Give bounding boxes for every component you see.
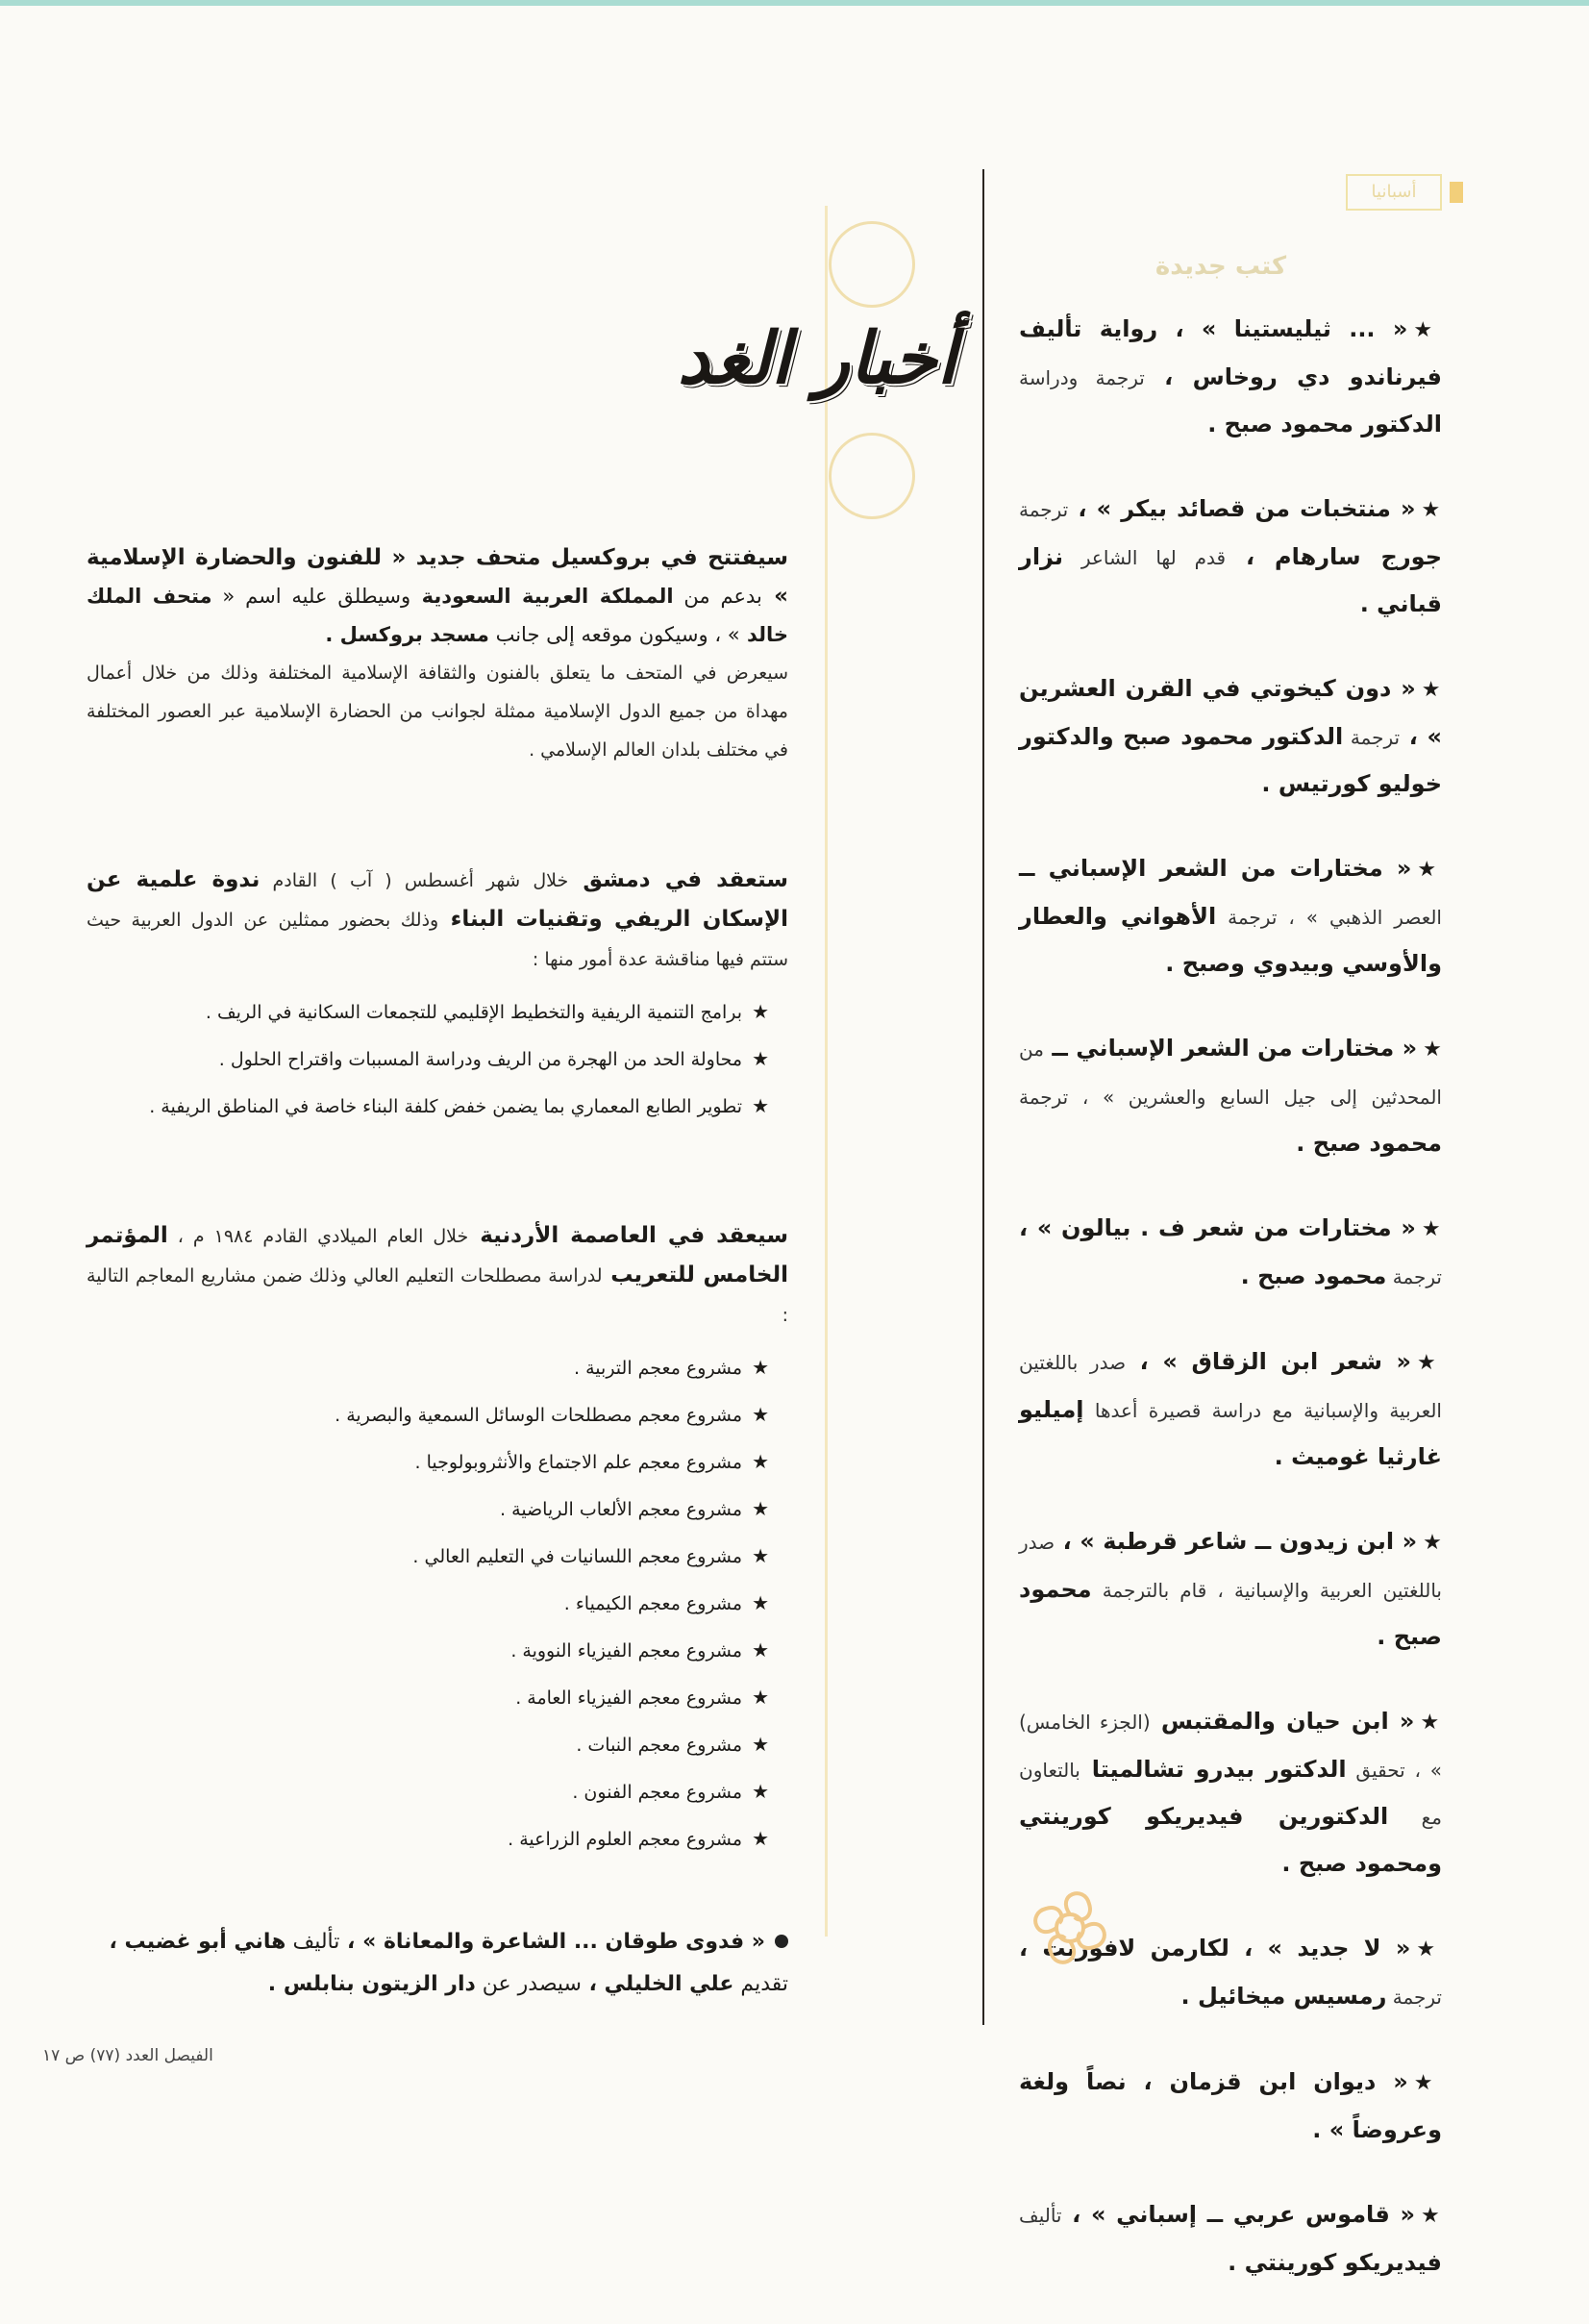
footer-news-note bbox=[87, 1921, 788, 2006]
news-bold: ندوة علمية عن الإسكان الريفي وتقنيات البناء bbox=[87, 867, 788, 932]
book-item bbox=[1019, 665, 1442, 807]
bullet-item bbox=[87, 1036, 788, 1083]
bullet-text: برامج التنمية الريفية والتخطيط الإقليمي للتجمعات السكانية في الريف . bbox=[205, 1002, 743, 1023]
news-text: خلال شهر أغسطس ( آب ) القادم bbox=[260, 870, 569, 891]
bullet-text: تطوير الطابع المعماري بما يضمن خفض كلفة البناء خاصة في المناطق الريفية . bbox=[149, 1096, 743, 1117]
star-bullet-icon: ★ bbox=[752, 1686, 769, 1709]
news-text: بدعم من bbox=[673, 585, 762, 608]
book-item bbox=[1019, 2059, 1442, 2153]
news-lead: سيعقد في العاصمة الأردنية bbox=[468, 1223, 788, 1248]
book-title-text: رمسيس ميخائيل . bbox=[1180, 1983, 1387, 2010]
bullet-text: مشروع معجم مصطلحات الوسائل السمعية والبصرية . bbox=[335, 1405, 743, 1426]
bullet-item bbox=[87, 1674, 788, 1721]
bullet-item bbox=[87, 1721, 788, 1768]
bullet-item bbox=[87, 1486, 788, 1533]
news-bold: متحف الملك خالد bbox=[87, 585, 788, 646]
book-desc-text: صدر باللغتين العربية والإسبانية مع دراسة قصيرة أعدها bbox=[1019, 1351, 1442, 1422]
top-rule bbox=[0, 0, 1589, 6]
news-bold: المملكة العربية السعودية bbox=[410, 585, 674, 608]
book-title-text: نزار قباني . bbox=[1019, 543, 1442, 617]
star-bullet-icon: ★ bbox=[1420, 2204, 1442, 2228]
star-bullet-icon: ★ bbox=[1421, 498, 1442, 522]
bullet-text: مشروع معجم التربية . bbox=[574, 1358, 743, 1379]
star-bullet-icon: ★ bbox=[1423, 1531, 1442, 1555]
issue-page: العدد (٧٧) ص ١٧ bbox=[42, 2046, 160, 2065]
book-title-text: الدكتورين فيديريكو كورينتي ومحمود صبح . bbox=[1019, 1803, 1442, 1877]
decorative-circle-icon bbox=[829, 433, 915, 519]
note-bold: دار الزيتون بنابلس . bbox=[267, 1972, 476, 1996]
bullet-item bbox=[87, 1533, 788, 1580]
book-title-text: فيديريكو كورينتي . bbox=[1228, 2249, 1442, 2276]
book-title-text: « مختارات من الشعر الإسباني ــ bbox=[1019, 855, 1412, 882]
bullet-item bbox=[87, 988, 788, 1036]
news-text: وذلك بحضور ممثلين عن الدول العربية حيث ستتم فيها مناقشة عدة أمور منها : bbox=[87, 910, 788, 970]
book-item bbox=[1019, 1518, 1442, 1660]
note-bold: « فدوى طوقان ... الشاعرة والمعاناة » ، bbox=[339, 1930, 765, 1954]
book-desc-text: ترجمة bbox=[1386, 1265, 1442, 1288]
book-title-text: إميليو غارثيا غوميث . bbox=[1019, 1396, 1442, 1470]
book-title-text: « ابن زيدون ــ شاعر قرطبة » ، bbox=[1055, 1528, 1418, 1555]
book-title-text: الدكتور بيدرو تشالميتا bbox=[1080, 1756, 1347, 1783]
star-bullet-icon: ★ bbox=[1416, 1937, 1442, 1962]
book-desc-text: ترجمة ودراسة bbox=[1019, 366, 1145, 389]
star-bullet-icon: ★ bbox=[752, 1497, 769, 1520]
star-bullet-icon: ★ bbox=[752, 1827, 769, 1850]
bullet-list bbox=[87, 988, 788, 1130]
bullet-item bbox=[87, 1438, 788, 1486]
book-desc-text: (الجزء الخامس) » ، تحقيق bbox=[1019, 1711, 1443, 1782]
new-books-title: كتب جديدة bbox=[1155, 252, 1287, 281]
star-bullet-icon: ★ bbox=[1417, 1351, 1442, 1375]
bullet-item bbox=[87, 1627, 788, 1674]
book-title-text: « قاموس عربي ــ إسباني » ، bbox=[1061, 2201, 1415, 2228]
book-item bbox=[1019, 1025, 1442, 1166]
book-title-text: محمود صبح . bbox=[1296, 1130, 1442, 1157]
news-item-museum bbox=[87, 538, 788, 769]
bullet-text: مشروع معجم اللسانيات في التعليم العالي . bbox=[412, 1546, 743, 1567]
book-list bbox=[1019, 306, 1442, 2324]
bullet-text: مشروع معجم الفنون . bbox=[572, 1782, 743, 1803]
book-item bbox=[1019, 1205, 1442, 1300]
book-title-text: « ... ثيليستينا » ، رواية تأليف فيرناندو دي روخاس ، bbox=[1019, 315, 1442, 390]
book-title-text: « منتخبات من قصائد بيكر » ، bbox=[1068, 495, 1416, 522]
bullet-text: محاولة الحد من الهجرة من الريف ودراسة المسببات واقتراح الحلول . bbox=[218, 1049, 743, 1070]
book-title-text: « شعر ابن الزقاق » ، bbox=[1126, 1348, 1412, 1375]
bullet-list bbox=[87, 1344, 788, 1862]
news-lead: سيفتتح في بروكسيل متحف جديد « للفنون والحضارة الإسلامية » bbox=[87, 545, 788, 609]
news-text: لدراسة مصطلحات التعليم العالي وذلك ضمن مشاريع المعاجم التالية : bbox=[87, 1265, 788, 1326]
decorative-line bbox=[825, 206, 828, 1937]
book-title-text: محمود صبح . bbox=[1240, 1262, 1387, 1289]
book-title-text: محمود صبح . bbox=[1019, 1576, 1442, 1650]
bullet-item bbox=[87, 1768, 788, 1815]
book-item bbox=[1019, 486, 1442, 627]
column-divider bbox=[982, 169, 984, 2025]
star-bullet-icon: ★ bbox=[752, 1403, 769, 1426]
bullet-item bbox=[87, 1344, 788, 1391]
star-bullet-icon: ★ bbox=[1413, 318, 1442, 342]
book-desc-text: ترجمة bbox=[1386, 1986, 1442, 2009]
star-bullet-icon: ★ bbox=[752, 1733, 769, 1756]
section-tag bbox=[1346, 174, 1442, 211]
masthead-title: أخبار الغد bbox=[677, 317, 957, 400]
book-item bbox=[1019, 845, 1442, 987]
news-item-damascus bbox=[87, 861, 788, 1130]
book-desc-text: قدم لها الشاعر bbox=[1062, 546, 1227, 569]
book-title-text: « ابن حيان والمقتبس bbox=[1150, 1708, 1415, 1735]
rosette-ornament-icon bbox=[1017, 1875, 1123, 1981]
book-item bbox=[1019, 306, 1442, 447]
star-bullet-icon: ★ bbox=[752, 1450, 769, 1473]
bullet-text: مشروع معجم الكيمياء . bbox=[563, 1593, 743, 1614]
book-title-text: « مختارات من الشعر الإسباني ــ bbox=[1043, 1035, 1418, 1062]
note-bold: علي الخليلي ، bbox=[581, 1972, 734, 1996]
star-bullet-icon: ★ bbox=[752, 1638, 769, 1662]
bullet-text: مشروع معجم الفيزياء العامة . bbox=[515, 1687, 743, 1709]
book-title-text: الأهواني والعطار والأوسي وبيدوي وصبح . bbox=[1019, 903, 1442, 977]
star-bullet-icon: ★ bbox=[1417, 858, 1442, 882]
book-title-text: « لا جديد » ، لكارمن لافوريت ، bbox=[1019, 1935, 1411, 1962]
magazine-name: الفيصل bbox=[163, 2046, 213, 2065]
book-item bbox=[1019, 1338, 1442, 1480]
book-desc-text: صدر باللغتين العربية والإسبانية ، قام بالترجمة bbox=[1019, 1531, 1442, 1602]
bullet-text: مشروع معجم العلوم الزراعية . bbox=[508, 1829, 743, 1850]
book-desc-text: ترجمة bbox=[1343, 726, 1401, 749]
news-lead: ستعقد في دمشق bbox=[568, 867, 789, 892]
news-paragraph: سيعرض في المتحف ما يتعلق بالفنون والثقافة الإسلامية المختلفة وذلك من خلال أعمال مهداة من جميع الدول الإسلامية ممثلة لجوانب من الحضارة الإسلامية عبر العصور المختلفة في مختلف بلدان العالم الإسلامي . bbox=[87, 662, 788, 761]
section-tag-label: أسبانيا bbox=[1371, 182, 1417, 202]
star-bullet-icon: ★ bbox=[1421, 678, 1442, 702]
bullet-text: مشروع معجم الفيزياء النووية . bbox=[510, 1640, 743, 1662]
book-title-text: « دون كيخوتي في القرن العشرين » ، bbox=[1019, 675, 1442, 750]
section-marker-icon bbox=[1450, 182, 1463, 203]
bullet-item bbox=[87, 1083, 788, 1130]
book-desc-text: ترجمة bbox=[1019, 498, 1069, 521]
star-bullet-icon: ★ bbox=[752, 1544, 769, 1567]
star-bullet-icon: ★ bbox=[752, 1094, 769, 1117]
note-bold: هاني أبو غضيب ، bbox=[109, 1930, 286, 1954]
bullet-text: مشروع معجم النبات . bbox=[576, 1735, 743, 1756]
book-title-text: الدكتور محمود صبح . bbox=[1207, 411, 1442, 437]
bullet-item bbox=[87, 1580, 788, 1627]
news-bold: المؤتمر الخامس للتعريب bbox=[87, 1223, 789, 1287]
star-bullet-icon: ★ bbox=[1421, 1217, 1442, 1241]
bullet-dot-icon bbox=[775, 1935, 788, 1948]
book-desc-text: تأليف bbox=[1019, 2204, 1062, 2227]
decorative-circle-icon bbox=[829, 221, 915, 308]
news-text: وسيطلق عليه اسم « bbox=[211, 585, 411, 608]
book-desc-text: بالتعاون مع bbox=[1019, 1759, 1443, 1829]
note-text: تقديم bbox=[733, 1972, 788, 1996]
star-bullet-icon: ★ bbox=[752, 1780, 769, 1803]
news-bold: مسجد بروكسل . bbox=[325, 623, 489, 646]
bullet-item bbox=[87, 1815, 788, 1862]
book-title-text: « مختارات من شعر ف . بيالون » ، bbox=[1019, 1214, 1416, 1241]
bullet-item bbox=[87, 1391, 788, 1438]
star-bullet-icon: ★ bbox=[752, 1591, 769, 1614]
page-footer bbox=[42, 2046, 213, 2065]
news-text: خلال العام الميلادي القادم ١٩٨٤ م ، bbox=[167, 1226, 469, 1247]
news-item-amman bbox=[87, 1216, 788, 1862]
bullet-text: مشروع معجم الألعاب الرياضية . bbox=[500, 1499, 743, 1520]
star-bullet-icon: ★ bbox=[1420, 1711, 1443, 1735]
star-bullet-icon: ★ bbox=[1423, 1037, 1442, 1062]
book-item bbox=[1019, 1698, 1442, 1887]
star-bullet-icon: ★ bbox=[752, 1356, 769, 1379]
note-text: تأليف bbox=[286, 1930, 340, 1954]
book-title-text: الدكتور محمود صبح والدكتور خوليو كورتيس . bbox=[1019, 723, 1442, 797]
star-bullet-icon: ★ bbox=[752, 1000, 769, 1023]
star-bullet-icon: ★ bbox=[752, 1047, 769, 1070]
star-bullet-icon: ★ bbox=[1413, 2071, 1442, 2095]
note-text: سيصدر عن bbox=[475, 1972, 582, 1996]
book-item bbox=[1019, 2191, 1442, 2286]
bullet-text: مشروع معجم علم الاجتماع والأنثروبولوجيا . bbox=[414, 1452, 743, 1473]
book-desc-text: العصر الذهبي » ، ترجمة bbox=[1216, 906, 1442, 929]
book-title-text: « ديوان ابن قزمان ، نصاً ولغة وعروضاً » . bbox=[1019, 2068, 1442, 2143]
book-desc-text: من المحدثين إلى جيل السابع والعشرين » ، ترجمة bbox=[1019, 1037, 1442, 1109]
book-title-text: جورج سارهام ، bbox=[1226, 543, 1442, 570]
news-text: » ، وسيكون موقعه إلى جانب bbox=[488, 623, 740, 646]
